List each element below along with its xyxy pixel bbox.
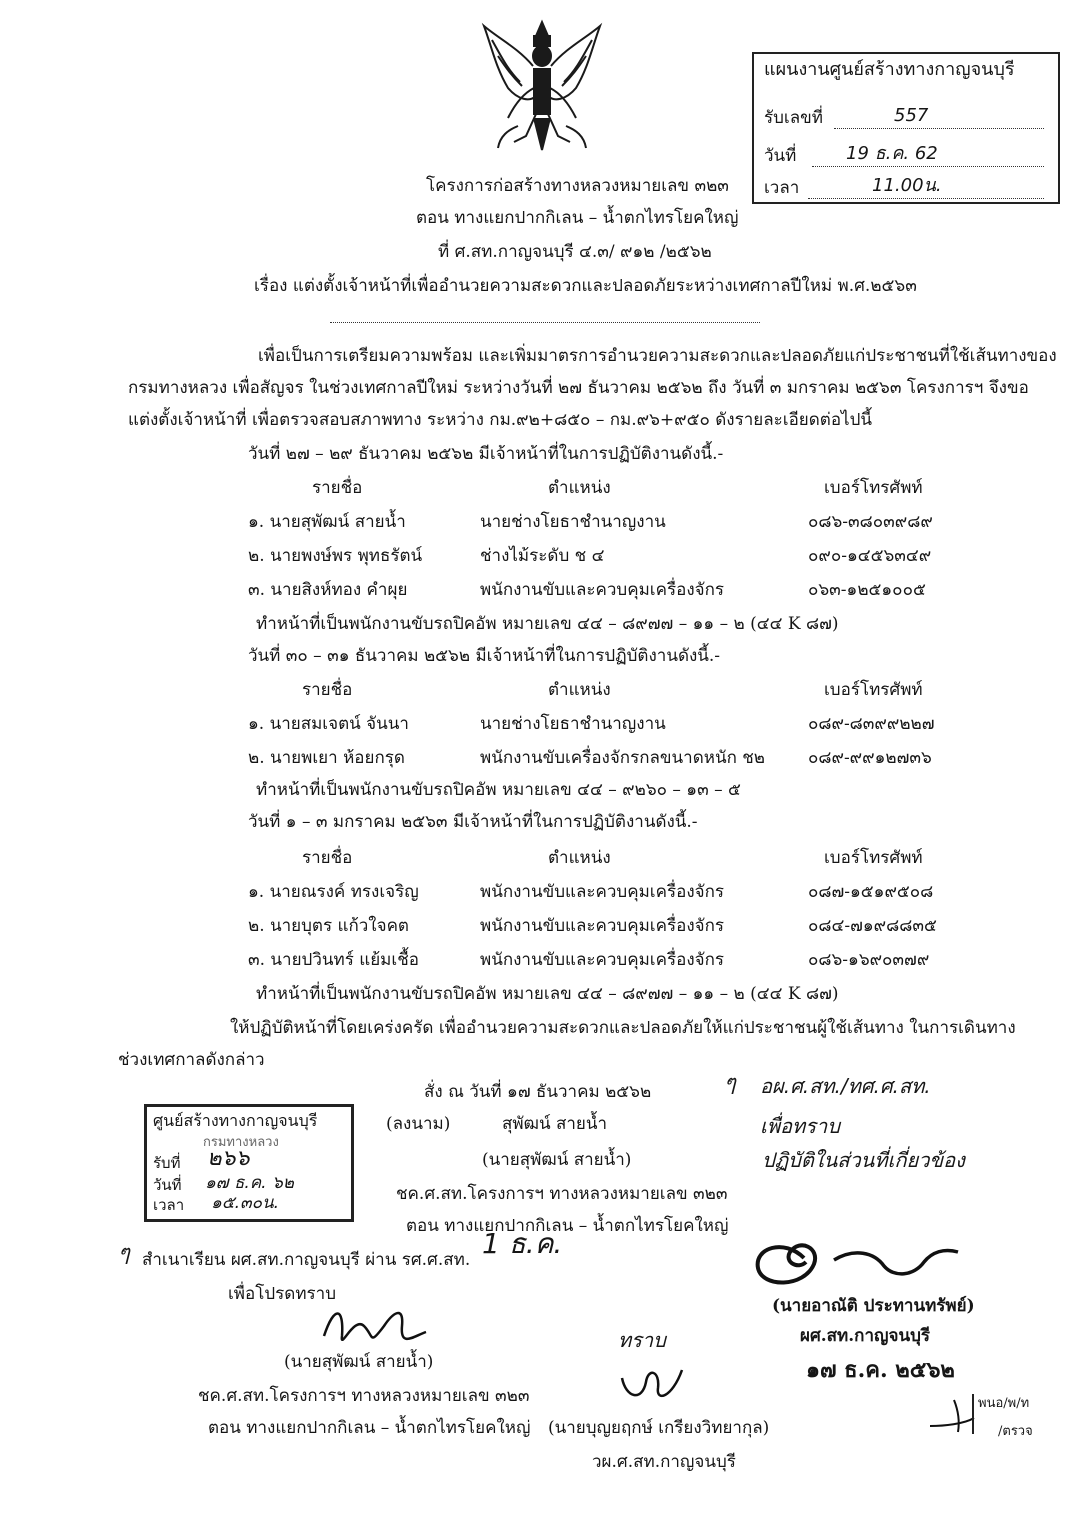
receipt-stamp-left — [144, 1104, 354, 1222]
stamp-left-time-label: เวลา — [153, 1196, 185, 1214]
sig-left-name: (นายสุพัฒน์ สายน้ำ) — [284, 1352, 434, 1372]
closing-line2: ช่วงเทศกาลดังกล่าว — [118, 1050, 265, 1070]
stamp-top-date-label: วันที่ — [764, 146, 797, 166]
order-position2: ตอน ทางแยกปากกิเลน – น้ำตกไทรโยคใหญ่ — [406, 1216, 729, 1236]
stamp-left-sub: กรมทางหลวง — [203, 1135, 279, 1150]
header-line1: โครงการก่อสร้างทางหลวงหมายเลข ๓๒๓ — [426, 176, 729, 196]
shift3-heading: วันที่ ๑ – ๓ มกราคม ๒๕๖๓ มีเจ้าหน้าที่ในการปฏิบัติงานดังนี้.- — [248, 812, 698, 832]
order-name-paren: (นายสุพัฒน์ สายน้ำ) — [482, 1150, 632, 1170]
signature-center — [612, 1358, 692, 1408]
initials-mark — [924, 1396, 984, 1436]
stamp-left-title: ศูนย์สร้างทางกาญจนบุรี — [153, 1111, 318, 1130]
stamp-top-time-dots — [808, 198, 1044, 199]
header-subject: เรื่อง แต่งตั้งเจ้าหน้าที่เพื่ออำนวยความสะดวกและปลอดภัยระหว่างเทศกาลปีใหม่ พ.ศ.๒๕๖๓ — [254, 276, 917, 296]
handnote-right-bullet: ๆ — [724, 1071, 736, 1096]
shift1-row1-phone: ๐๘๖-๓๘๐๓๙๘๙ — [808, 512, 933, 532]
shift1-row3-phone: ๐๖๓-๑๒๕๑๐๐๕ — [808, 580, 926, 600]
footer-note-divider — [972, 1394, 974, 1434]
shift2-row2-name: ๒. นายพเยา ห้อยกรุด — [248, 748, 405, 768]
shift3-vehicle: ทำหน้าที่เป็นพนักงานขับรถปิคอัพ หมายเลข ๔๔ – ๘๙๗๗ – ๑๑ – ๒ (๔๔ K ๘๗) — [256, 984, 839, 1004]
sig-center-name: (นายบุญยฤกษ์ เกรียงวิทยากุล) — [548, 1418, 770, 1438]
shift2-row1-phone: ๐๘๙-๘๓๙๙๒๒๗ — [808, 714, 935, 734]
shift1-row2-name: ๒. นายพงษ์พร พุทธรัตน์ — [248, 546, 423, 566]
header-line2: ตอน ทางแยกปากกิเลน – น้ำตกไทรโยคใหญ่ — [416, 208, 739, 228]
shift2-col-phone: เบอร์โทรศัพท์ — [824, 680, 923, 700]
shift3-row3-name: ๓. นายปวินทร์ แย้มเชื้อ — [248, 950, 419, 970]
stamp-top-time-label: เวลา — [764, 178, 800, 198]
shift3-col-phone: เบอร์โทรศัพท์ — [824, 848, 923, 868]
shift2-row1-name: ๑. นายสมเจตน์ จันนา — [248, 714, 409, 734]
shift2-col-name: รายชื่อ — [302, 680, 353, 700]
sig-center-position: วผ.ศ.สท.กาญจนบุรี — [592, 1452, 736, 1472]
stamp-top-date-value: 19 ธ.ค. 62 — [846, 143, 938, 164]
shift1-col-name: รายชื่อ — [312, 478, 363, 498]
handnote-right-line2: เพื่อทราบ — [760, 1114, 840, 1138]
stamp-top-date-dots — [812, 166, 1044, 167]
shift3-row1-name: ๑. นายณรงค์ ทรงเจริญ — [248, 882, 419, 902]
shift1-row1-name: ๑. นายสุพัฒน์ สายน้ำ — [248, 512, 406, 532]
shift3-row3-position: พนักงานขับและควบคุมเครื่องจักร — [480, 950, 725, 970]
stamp-top-receive-dots — [834, 128, 1044, 129]
stamp-left-date-value: ๑๗ ธ.ค. ๖๒ — [205, 1173, 294, 1193]
intro-line2: กรมทางหลวง เพื่อสัญจร ในช่วงเทศกาลปีใหม่ ระหว่างวันที่ ๒๗ ธันวาคม ๒๕๖๒ ถึง วันที่ ๓ มกราคม ๒๕๖๓ โครงการฯ จึงขอ — [128, 378, 1029, 398]
copy-bullet: ๆ — [118, 1241, 130, 1266]
shift3-row2-name: ๒. นายบุตร แก้วใจคต — [248, 916, 409, 936]
signature-left — [314, 1296, 434, 1356]
stamp-left-time-value: ๑๕.๓๐น. — [211, 1193, 280, 1213]
shift2-row1-position: นายช่างโยธาชำนาญงาน — [480, 714, 666, 734]
receipt-stamp-top — [752, 52, 1060, 204]
garuda-emblem — [478, 18, 606, 156]
sig-center-handnote: ทราบ — [618, 1328, 666, 1352]
shift1-row3-name: ๓. นายสิงห์ทอง คำผุย — [248, 580, 408, 600]
copy-line2: เพื่อโปรดทราบ — [228, 1284, 336, 1304]
intro-line1: เพื่อเป็นการเตรียมความพร้อม และเพิ่มมาตรการอำนวยความสะดวกและปลอดภัยแก่ประชาชนที่ใช้เส้นทางของ — [258, 346, 1057, 366]
sig-right-name: (นายอาณัติ ประทานทรัพย์) — [772, 1296, 975, 1316]
shift1-col-position: ตำแหน่ง — [548, 478, 611, 498]
handnote-right-line1: อผ.ศ.สท./ทศ.ศ.สท. — [760, 1074, 931, 1098]
order-signed-name: สุพัฒน์ สายน้ำ — [502, 1114, 608, 1134]
shift2-heading: วันที่ ๓๐ – ๓๑ ธันวาคม ๒๕๖๒ มีเจ้าหน้าที่ในการปฏิบัติงานดังนี้.- — [248, 646, 721, 666]
shift1-col-phone: เบอร์โทรศัพท์ — [824, 478, 923, 498]
stamp-left-date-label: วันที่ — [153, 1176, 182, 1194]
stamp-top-receive-no: 557 — [894, 105, 929, 126]
shift1-row3-position: พนักงานขับและควบคุมเครื่องจักร — [480, 580, 725, 600]
sig-left-position1: ชค.ศ.สท.โครงการฯ ทางหลวงหมายเลข ๓๒๓ — [198, 1386, 530, 1406]
sig-left-position2: ตอน ทางแยกปากกิเลน – น้ำตกไทรโยคใหญ่ — [208, 1418, 531, 1438]
intro-line3: แต่งตั้งเจ้าหน้าที่ เพื่อตรวจสอบสภาพทาง ระหว่าง กม.๙๒+๘๕๐ – กม.๙๖+๙๕๐ ดังรายละเอียดต่อไปนี้ — [128, 410, 872, 430]
sig-right-date: ๑๗ ธ.ค. ๒๕๖๒ — [806, 1357, 955, 1383]
order-signed-label: (ลงนาม) — [386, 1114, 451, 1134]
shift3-col-name: รายชื่อ — [302, 848, 353, 868]
header-ref: ที่ ศ.สท.กาญจนบุรี ๔.๓/ ๙๑๒ /๒๕๖๒ — [438, 242, 712, 262]
shift2-col-position: ตำแหน่ง — [548, 680, 611, 700]
footer-note-line2: /ตรวจ — [998, 1424, 1033, 1439]
sig-right-position: ผศ.สท.กาญจนบุรี — [800, 1326, 930, 1346]
shift1-row2-phone: ๐๙๐-๑๔๕๖๓๔๙ — [808, 546, 932, 566]
shift2-row2-position: พนักงานขับเครื่องจักรกลขนาดหนัก ช๒ — [480, 748, 766, 768]
order-date: สั่ง ณ วันที่ ๑๗ ธันวาคม ๒๕๖๒ — [424, 1082, 652, 1102]
order-position1: ชค.ศ.สท.โครงการฯ ทางหลวงหมายเลข ๓๒๓ — [396, 1184, 728, 1204]
footer-note-line1: พนอ/พ/ท — [978, 1396, 1030, 1411]
shift1-heading: วันที่ ๒๗ – ๒๙ ธันวาคม ๒๕๖๒ มีเจ้าหน้าที่ในการปฏิบัติงานดังนี้.- — [248, 444, 724, 464]
shift1-vehicle: ทำหน้าที่เป็นพนักงานขับรถปิคอัพ หมายเลข ๔๔ – ๘๙๗๗ – ๑๑ – ๒ (๔๔ K ๘๗) — [256, 614, 839, 634]
shift3-row2-phone: ๐๘๔-๗๑๙๘๘๓๕ — [808, 916, 937, 936]
stamp-left-receive-no: ๒๖๖ — [207, 1146, 250, 1171]
shift2-row2-phone: ๐๘๙-๙๙๑๒๗๓๖ — [808, 748, 932, 768]
stamp-left-receive-label: รับที่ — [153, 1154, 181, 1172]
shift3-row1-phone: ๐๘๗-๑๕๑๙๕๐๘ — [808, 882, 934, 902]
subject-divider — [330, 322, 760, 323]
copy-handnote: 1 ธ.ค. — [482, 1227, 563, 1260]
stamp-top-time-value: 11.00น. — [872, 175, 942, 196]
shift3-row3-phone: ๐๘๖-๑๖๙๐๓๗๙ — [808, 950, 930, 970]
stamp-top-title: แผนงานศูนย์สร้างทางกาญจนบุรี — [764, 59, 1015, 80]
shift3-col-position: ตำแหน่ง — [548, 848, 611, 868]
handnote-right-line3: ปฏิบัติในส่วนที่เกี่ยวข้อง — [762, 1148, 965, 1172]
closing-line1: ให้ปฏิบัติหน้าที่โดยเคร่งครัด เพื่ออำนวยความสะดวกและปลอดภัยให้แก่ประชาชนผู้ใช้เส้นทาง ในการเดินทาง — [230, 1018, 1016, 1038]
shift2-vehicle: ทำหน้าที่เป็นพนักงานขับรถปิคอัพ หมายเลข ๔๔ – ๙๒๖๐ – ๑๓ – ๕ — [256, 780, 741, 800]
shift1-row2-position: ช่างไม้ระดับ ช ๔ — [480, 546, 605, 566]
shift1-row1-position: นายช่างโยธาชำนาญงาน — [480, 512, 666, 532]
shift3-row2-position: พนักงานขับและควบคุมเครื่องจักร — [480, 916, 725, 936]
signature-right — [744, 1218, 964, 1294]
stamp-top-receive-label: รับเลขที่ — [764, 108, 823, 128]
copy-line1: สำเนาเรียน ผศ.สท.กาญจนบุรี ผ่าน รศ.ศ.สท. — [142, 1250, 471, 1270]
shift3-row1-position: พนักงานขับและควบคุมเครื่องจักร — [480, 882, 725, 902]
